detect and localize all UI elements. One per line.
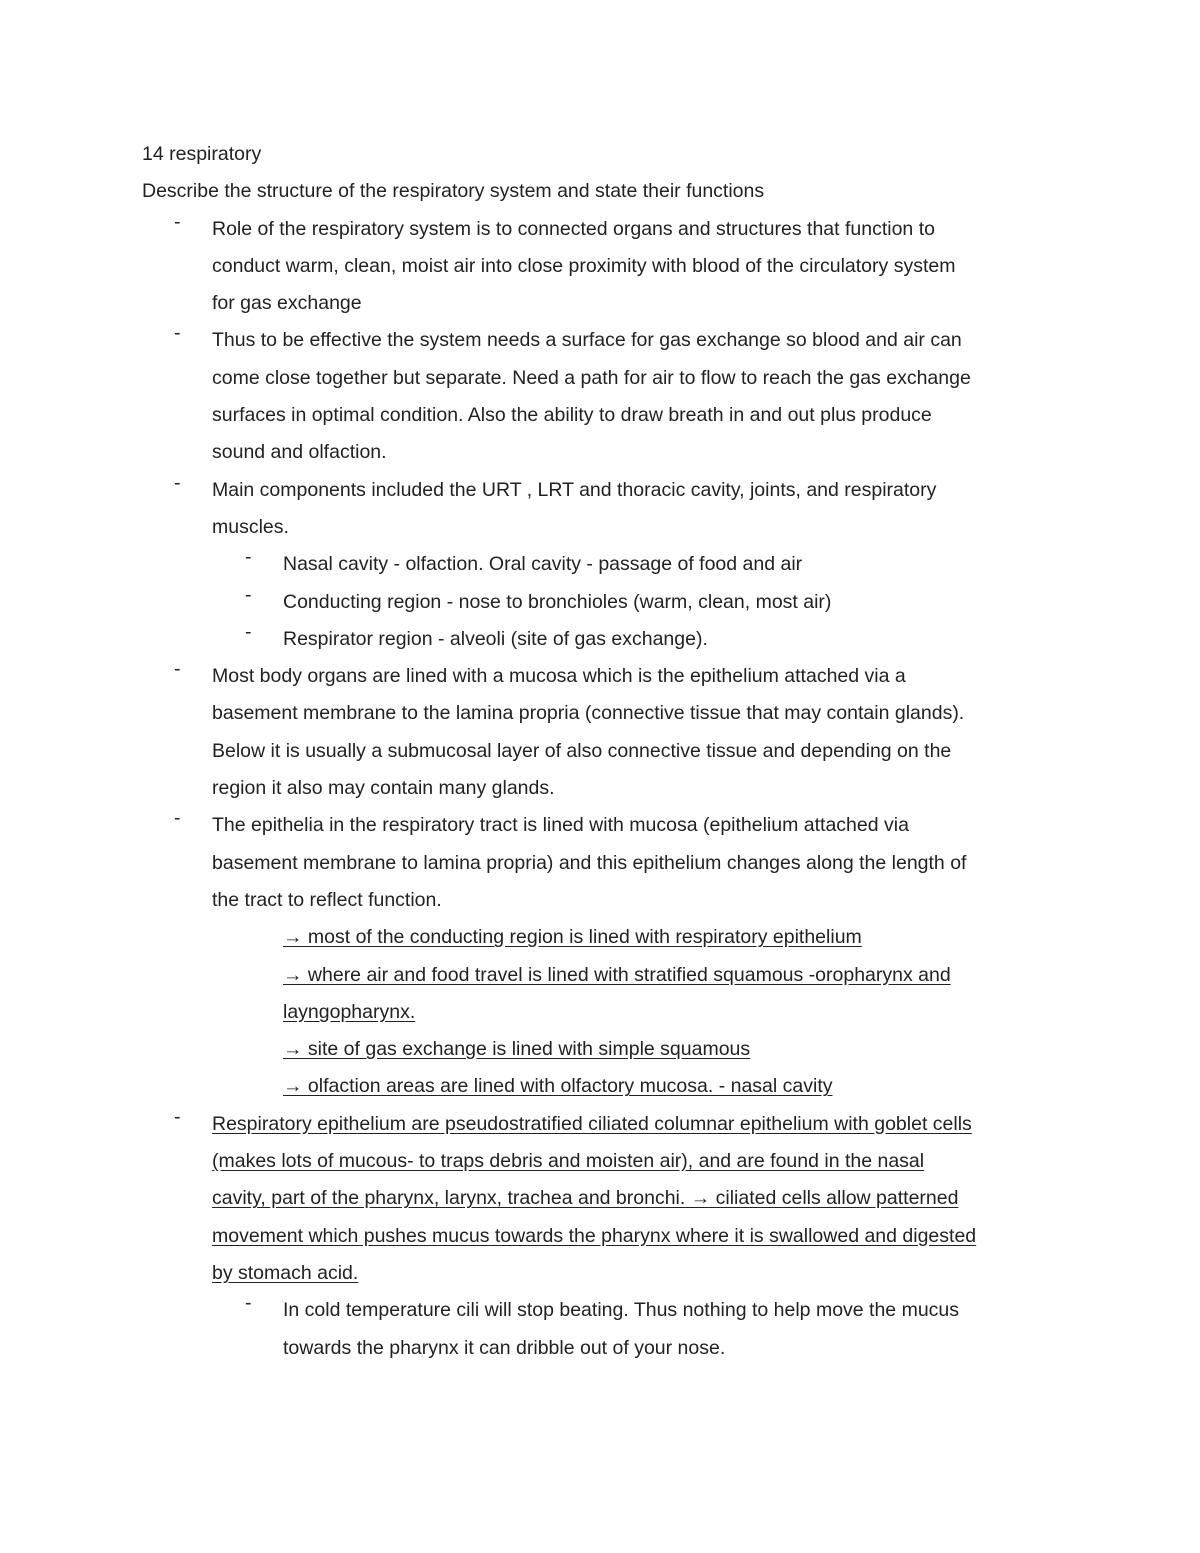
sub-bullet-line: In cold temperature cili will stop beating. Thus nothing to help move the mucus <box>283 1299 960 1322</box>
bullet-item <box>142 807 1072 919</box>
bullet-line: movement which pushes mucus towards the pharynx where it is swallowed and digested <box>212 1224 977 1247</box>
bullet-line: region it also may contain many glands. <box>212 777 555 800</box>
document-title: 14 respiratory <box>142 143 262 165</box>
document-page <box>142 136 1072 1367</box>
bullet-line: (makes lots of mucous- to traps debris and moisten air), and are found in the nasal <box>212 1150 925 1173</box>
arrow-list <box>142 919 1072 1105</box>
bullet-line: basement membrane to lamina propria) and this epithelium changes along the length of <box>212 851 967 874</box>
arrow-line: → most of the conducting region is lined with respiratory epithelium <box>283 926 862 949</box>
bullet-line: surfaces in optimal condition. Also the ability to draw breath in and out plus produce <box>212 404 932 427</box>
bullet-line: Respiratory epithelium are pseudostratified ciliated columnar epithelium with goblet cells <box>212 1112 972 1135</box>
sub-bullet-item <box>142 584 1072 621</box>
bullet-line: Main components included the URT , LRT and thoracic cavity, joints, and respiratory <box>212 478 937 501</box>
arrow-line: layngopharynx. <box>283 1000 416 1023</box>
bullet-line: conduct warm, clean, moist air into close proximity with blood of the circulatory system <box>212 254 956 277</box>
bullet-item <box>142 211 1072 323</box>
sub-bullet-line: towards the pharynx it can dribble out of your nose. <box>283 1336 726 1359</box>
bullet-item <box>142 322 1072 471</box>
bullet-line: Most body organs are lined with a mucosa which is the epithelium attached via a <box>212 665 906 688</box>
bullet-line: Below it is usually a submucosal layer of also connective tissue and depending on the <box>212 739 952 762</box>
bullet-line: by stomach acid. <box>212 1261 359 1284</box>
bullet-line: the tract to reflect function. <box>212 888 442 911</box>
bullet-line: The epithelia in the respiratory tract is lined with mucosa (epithelium attached via <box>212 814 909 837</box>
bullet-line: sound and olfaction. <box>212 441 387 464</box>
bullet-dash: - <box>174 322 181 345</box>
sub-bullet-line: Nasal cavity - olfaction. Oral cavity - passage of food and air <box>283 553 803 576</box>
sub-bullet-item <box>142 1292 1072 1367</box>
arrow-line: → olfaction areas are lined with olfactory mucosa. - nasal cavity <box>283 1075 833 1098</box>
bullet-dash: - <box>174 471 181 494</box>
bullet-dash: - <box>245 620 252 643</box>
bullet-dash: - <box>174 658 181 681</box>
bullet-item <box>142 472 1072 547</box>
bullet-dash: - <box>245 583 252 606</box>
bullet-line: muscles. <box>212 515 289 538</box>
bullet-dash: - <box>245 546 252 569</box>
bullet-line: Thus to be effective the system needs a surface for gas exchange so blood and air can <box>212 329 962 352</box>
bullet-line: basement membrane to the lamina propria (connective tissue that may contain glands). <box>212 702 965 725</box>
bullet-dash: - <box>174 1105 181 1128</box>
bullet-item <box>142 1106 1072 1292</box>
bullet-dash: - <box>245 1292 252 1315</box>
sub-bullet-line: Conducting region - nose to bronchioles (warm, clean, most air) <box>283 590 832 613</box>
sub-bullet-item <box>142 546 1072 583</box>
sub-bullet-line: Respirator region - alveoli (site of gas exchange). <box>283 627 708 650</box>
arrow-line: → site of gas exchange is lined with simple squamous <box>283 1038 751 1061</box>
arrow-line: → where air and food travel is lined with stratified squamous -oropharynx and <box>283 963 951 986</box>
bullet-line: cavity, part of the pharynx, larynx, trachea and bronchi. → ciliated cells allow patterned <box>212 1187 959 1210</box>
bullet-line: for gas exchange <box>212 292 362 315</box>
bullet-item <box>142 658 1072 807</box>
bullet-line: Role of the respiratory system is to connected organs and structures that function to <box>212 217 935 240</box>
sub-bullet-item <box>142 621 1072 658</box>
bullet-line: come close together but separate. Need a path for air to flow to reach the gas exchange <box>212 366 971 389</box>
bullet-dash: - <box>174 210 181 233</box>
bullet-dash: - <box>174 807 181 830</box>
section-heading: Describe the structure of the respiratory system and state their functions <box>142 180 765 203</box>
